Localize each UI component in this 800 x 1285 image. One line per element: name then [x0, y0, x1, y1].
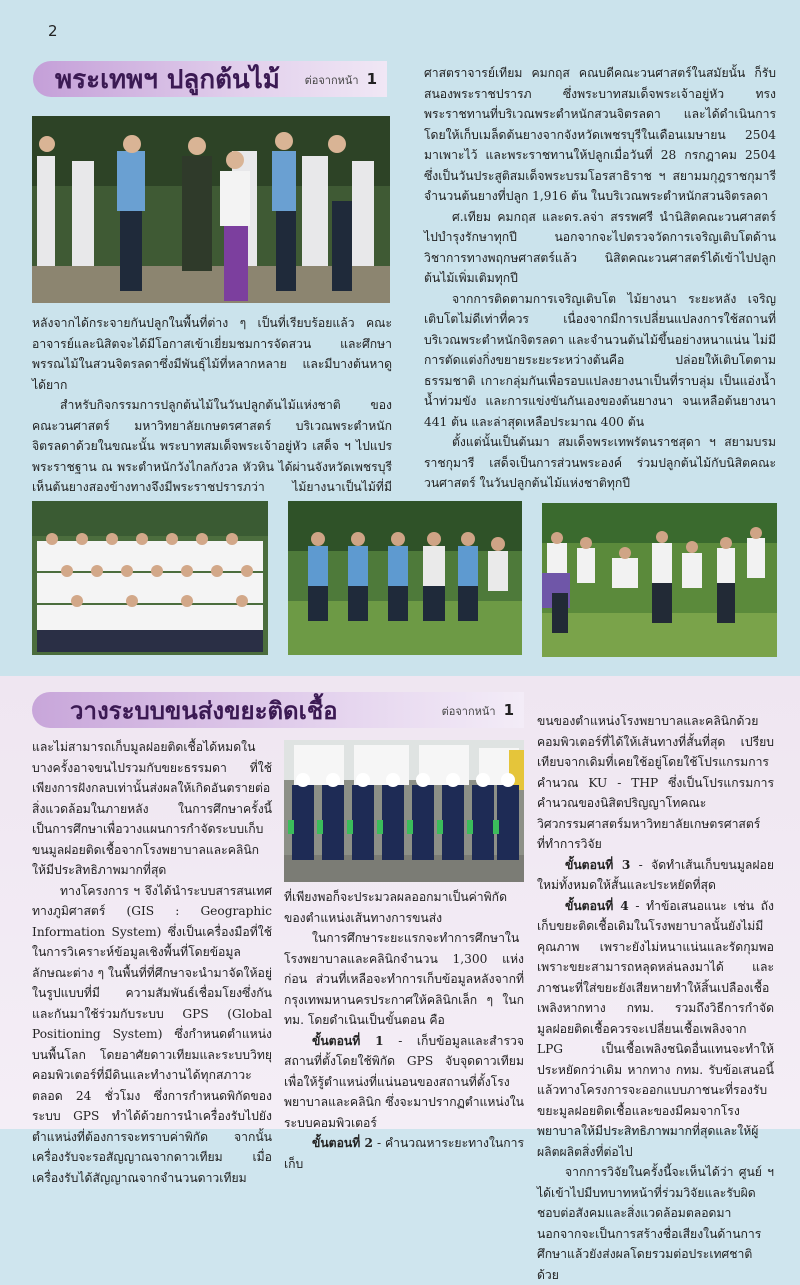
article2-title: วางระบบขนส่งขยะติดเชื้อ [70, 696, 338, 725]
article2-left-paragraph: ทางโครงการ ฯ จึงได้นำระบบสารสนเทศทางภูมิศาสตร์ (GIS : Geographic Information System) ซึ่งเป็นเครื่องมือที่ใช้ในการวิเคราะห์ข้อมูลเชิงพื้นที่โดยข้อมูลลักษณะต่าง ๆ ในพื้นที่ที่ศึกษาจะนำมาจัดให้อยู่ในรูปแบบที่มี ความสัมพันธ์เชื่อมโยงซึ่งกันและกันมาใช้ร่วมกับระบบ GPS (Global Positioning System) ซึ่งกำหนดตำแหน่งบนพื้นโลก โดยอาศัยดาวเทียมและระบบวิทยุคอมพิวเตอร์ที่มีดินและทำงานได้ทุกสภาวะ ตลอด 24 ชั่วโมง ซึ่งการกำหนดพิกัดของระบบ GPS ทำได้ด้วยการนำเครื่องรับไปยังตำแหน่งที่ต้องการจะทราบค่าพิกัด จากนั้นเครื่องรับจะรอสัญญาณจากดาวเทียม เมื่อเครื่องรับได้สัญญาณจากจำนวนดาวเทียม [32, 883, 272, 1185]
article2-middle-paragraph: ที่เพียงพอก็จะประมวลผลออกมาเป็นค่าพิกัดของตำแหน่งเส้นทางการขนส่ง [284, 890, 507, 925]
article2-continued [442, 701, 514, 720]
article1-right-column [424, 63, 776, 494]
step-text: - เก็บข้อมูลและสำรวจ สถานที่ตั้งโดยใช้พิกัด GPS จับจุดดาวเทียม เพื่อให้รู้ตำแหน่งที่แน่นอนของสถานที่ตั้งโรงพยาบาลและคลินิก ซึ่งจะมาปรากฏตำแหน่งในระบบคอมพิวเตอร์ [284, 1033, 524, 1130]
article2-step [284, 1031, 524, 1134]
step-label: ขั้นตอนที่ 1 [312, 1033, 384, 1048]
page-number: 2 [48, 22, 58, 40]
article2-middle-paragraph: ในการศึกษาระยะแรกจะทำการศึกษาในโรงพยาบาลและคลินิกจำนวน 1,300 แห่งก่อน ส่วนที่เหลือจะทำการเก็บข้อมูลหลังจากที่กรุงเทพมหานครประกาศให้คลินิกเล็ก ๆ ในกทม. โดยดำเนินเป็นขั้นตอน คือ [284, 931, 524, 1027]
article1-planting-photo [288, 501, 522, 655]
step-label: ขั้นตอนที่ 4 [565, 898, 629, 913]
continued-label: ต่อจากหน้า [304, 74, 359, 87]
article2-staff-photo [284, 740, 524, 882]
article1-right-paragraph: ตั้งแต่นั้นเป็นต้นมา สมเด็จพระเทพรัตนราชสุดา ฯ สยามบรมราชกุมารี เสด็จเป็นการส่วนพระองค์ ร่วมปลูกต้นไม้กับนิสิตคณะวนศาสตร์ ในวันปลูกต้นไม้แห่งชาติทุกปี [424, 435, 776, 490]
article1-left-paragraph: สำหรับกิจกรรมการปลูกต้นไม้ในวันปลูกต้นไม้แห่งชาติ ของคณะวนศาสตร์ มหาวิทยาลัยเกษตรศาสตร์ บริเวณพระตำหนักจิตรลดาด้วยในขณะนั้น พระบาทสมเด็จพระเจ้าอยู่หัว เสด็จ ฯ ไปแปรพระราชฐาน ณ พระตำหนักวังไกลกังวล หัวหิน ได้ผ่านจังหวัดเพชรบุรี เห็นต้นยางสองข้างทางจึงมีพระราชปรารภว่า ไม้ยางนาเป็นไม้ที่มี [32, 398, 392, 494]
article2-middle-column [284, 887, 524, 1174]
article2-step [284, 1133, 524, 1174]
step-text: - คำนวณหาระยะทางในการเก็บ [284, 1136, 524, 1171]
continued-page: 1 [503, 701, 514, 719]
article2-left-column [32, 737, 272, 1188]
article1-right-paragraph: ศ.เทียม คมกฤส และดร.ลจ่า สรรพศรี นำนิสิตคณะวนศาสตร์ ไปบำรุงรักษาทุกปี นอกจากจะไปตรวจวัดการเจริญเติบโตด้านวิชาการทางพฤกษศาสตร์แล้ว นิสิตคณะวนศาสตร์ได้เข้าไปปลูกต้นไม้เพิ่มเติมทุกปี [424, 209, 776, 285]
continued-label: ต่อจากหน้า [441, 705, 496, 718]
article2-step [537, 896, 774, 1163]
article1-right-paragraph: จากการติดตามการเจริญเติบโต ไม้ยางนา ระยะหลัง เจริญเติบโตไม่ดีเท่าที่ควร เนื่องจากมีการเปลี่ยนแปลงการใช้สถานที่บริเวณพระตำหนักจิตรลดา และจำนวนต้นไม้ขึ้นอย่างหนาแน่น ไม่มีการตัดแต่งกิ่งขยายระยะระหว่างต้นคือ ปล่อยให้เติบโตตามธรรมชาติ เกาะกลุ่มกันเพื่อรอบแปลงยางนาเป็นที่ราบลุ่ม เป็นแอ่งน้ำ น้ำท่วมขัง และการแข่งขันกันเองของต้นยางนา จนเหลือต้นยางนา 441 ต้น และล่าสุดเหลือประมาณ 400 ต้น [424, 291, 776, 429]
article1-left-paragraph: หลังจากได้กระจายกันปลูกในพื้นที่ต่าง ๆ เป็นที่เรียบร้อยแล้ว คณะอาจารย์และนิสิตจะได้มีโอกาสเข้าเยี่ยมชมการจัดสวน และศึกษาพรรณไม้ในสวนจิตรลดาซึ่งมีพันธุ์ไม้ที่หลากหลาย และมีบางต้นหาดูได้ยาก [32, 316, 392, 392]
article1-title-banner [33, 61, 387, 97]
article1-continued [305, 70, 377, 89]
article2-right-paragraph: จากการวิจัยในครั้งนี้จะเห็นได้ว่า ศูนย์ ฯ ได้เข้าไปมีบทบาทหน้าที่ร่วมวิจัยและรับผิดชอบต่อสังคมและสิ่งแวดล้อมตลอดมา นอกจากจะเป็นการสร้างชื่อเสียงในด้านการศึกษาแล้วยังส่งผลโดยรวมต่อประเทศชาติด้วย [537, 1165, 774, 1282]
article2-step [537, 855, 774, 896]
article1-group-photo [32, 501, 268, 655]
article2-left-paragraph: และไม่สามารถเก็บมูลฝอยติดเชื้อได้หมดในบางครั้งอาจขนไปรวมกับขยะธรรมดา ที่ใช้เพียงการฝังกลบเท่านั้นส่งผลให้เกิดอันตรายต่อสิ่งแวดล้อมในภายหลัง ในการศึกษาครั้งนี้เป็นการศึกษาเพื่อวางแผนการกำจัดระบบเก็บขนมูลฝอยติดเชื้อจากโรงพยาบาลและคลินิกให้มีประสิทธิภาพมากที่สุด [32, 740, 272, 877]
article1-title: พระเทพฯ ปลูกต้นไม้ [55, 64, 280, 95]
step-label: ขั้นตอนที่ 2 [312, 1136, 374, 1150]
step-text: - ทำข้อเสนอแนะ เช่น ถังเก็บขยะติดเชื้อเดิมในโรงพยาบาลนั้นยังไม่มีคุณภาพ เพราะยังไม่หนาแน่นและรัดกุมพอ เพราะขยะสามารถหลุดหล่นลงมาได้ และภาชนะที่ใส่ขยะยังเสียหายทำให้สิ้นเปลืองเชื้อเพลิงหากทาง กทม. รวมถึงวิธีการกำจัดมูลฝอยติดเชื้อควรจะเปลี่ยนเชื้อเพลิงจาก LPG เป็นเชื้อเพลิงชนิดอื่นแทนจะทำให้ประหยัดกว่าเดิม หากทาง กทม. รับข้อเสนอนี้แล้วทางโครงการจะออกแบบภาชนะที่รองรับขยะมูลฝอยติดเชื้อและของมีคมจากโรงพยาบาลให้มีประสิทธิภาพมากที่สุดและให้ผู้ผลิตผลิตสิ่งที่ต่อไป [537, 898, 775, 1159]
article1-left-column [32, 313, 392, 518]
article2-right-paragraph: ขนของตำแหน่งโรงพยาบาลและคลินิกด้วยคอมพิวเตอร์ที่ได้ให้เส้นทางที่สั้นที่สุด เปรียบเทียบจากเดิมที่เคยใช้อยู่โดยใช้โปรแกรมการคำนวณ KU - THP ซึ่งเป็นโปรแกรมการคำนวณของนิสิตปริญญาโทคณะวิศวกรรมศาสตร์มหาวิทยาลัยเกษตรศาสตร์ที่ทำการวิจัย [537, 714, 774, 851]
article2-title-banner [32, 692, 524, 728]
article1-right-paragraph: ศาสตราจารย์เทียม คมกฤส คณบดีคณะวนศาสตร์ในสมัยนั้น ก็รับสนองพระราชปรารภ ซึ่งพระบาทสมเด็จพระเจ้าอยู่หัว ทรงพระราชทานที่บริเวณพระตำหนักสวนจิตรลดา และได้ดำเนินการ โดยให้เก็บเมล็ดต้นยางจากจังหวัดเพชรบุรีในเดือนเมษายน 2504 มาเพาะไว้ และพระราชทานให้ปลูกเมื่อวันที่ 28 กรกฎาคม 2504 ซึ่งเป็นวันประสูติสมเด็จพระบรมโอรสาธิราช ฯ สยามมกุฎราชกุมารี จำนวนต้นยางที่ปลูก 1,916 ต้น ในบริเวณพระตำหนักสวนจิตรลดา [424, 66, 776, 203]
article1-main-photo [32, 116, 390, 303]
article1-students-planting-photo [542, 503, 777, 657]
continued-page: 1 [366, 70, 377, 88]
step-text: - จัดทำเส้นเก็บขนมูลฝอยใหม่ทั้งหมดให้สั้นและประหยัดที่สุด [537, 857, 774, 892]
article2-right-column [537, 711, 774, 1285]
step-label: ขั้นตอนที่ 3 [565, 857, 631, 872]
